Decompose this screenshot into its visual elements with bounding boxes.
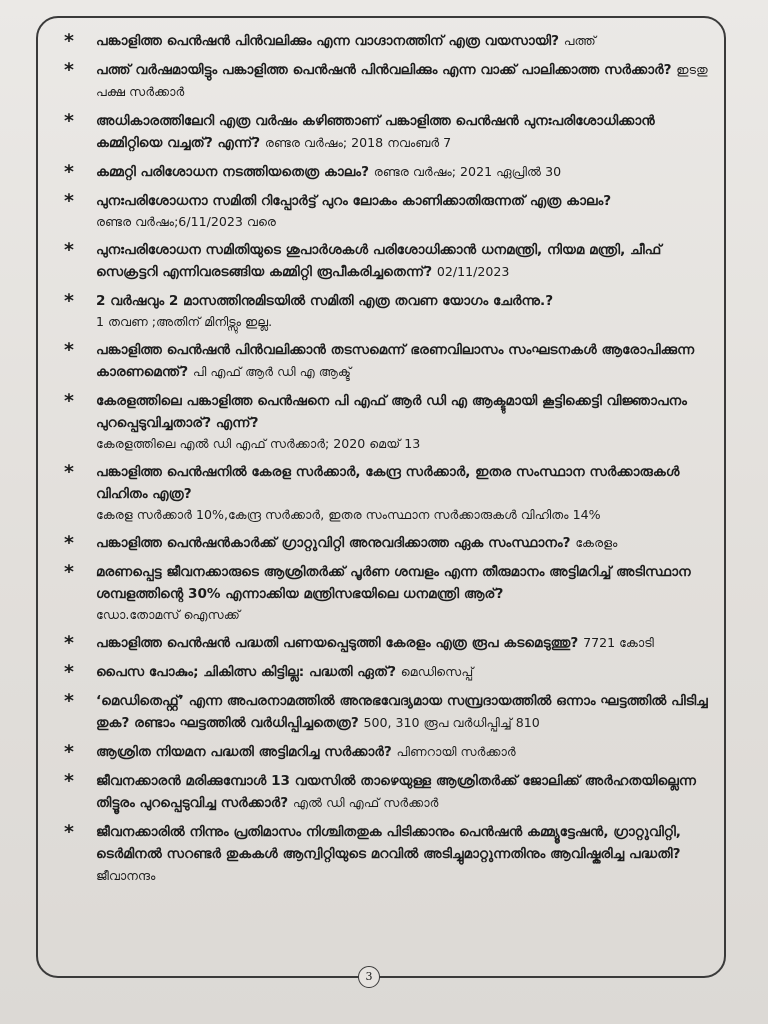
qa-item: [60, 661, 710, 683]
answer-text: 02/11/2023: [436, 264, 510, 279]
qa-list: [60, 30, 710, 887]
bullet-asterisk-icon: *: [64, 770, 74, 792]
qa-item: [60, 59, 710, 103]
qa-item: [60, 390, 710, 454]
answer-text: കേരളത്തിലെ എൽ ഡി എഫ് സർക്കാർ; 2020 മെയ് 13: [96, 436, 421, 451]
qa-item: [60, 239, 710, 283]
question-text: കേരളത്തിലെ പങ്കാളിത്ത പെൻഷനെ പി എഫ് ആർ ഡി എ ആക്ടുമായി കൂട്ടിക്കെട്ടി വിജ്ഞാപനം പുറപ്പെടുവിച്ചതാര്? എന്ന്?: [96, 393, 687, 431]
qa-item: [60, 690, 710, 734]
qa-item: [60, 821, 710, 887]
question-text: 2 വർഷവും 2 മാസത്തിനുമിടയിൽ സമിതി എത്ര തവണ യോഗം ചേർന്നു.?: [96, 293, 554, 309]
answer-text: എൽ ഡി എഫ് സർക്കാർ: [292, 795, 439, 810]
question-text: പങ്കാളിത്ത പെൻഷനിൽ കേരള സർക്കാർ, കേന്ദ്ര സർക്കാർ, ഇതര സംസ്ഥാന സർക്കാരുകൾ വിഹിതം എത്ര?: [96, 464, 680, 502]
answer-text: ജീവാനന്ദം: [96, 868, 156, 883]
question-text: മരണപ്പെട്ട ജീവനക്കാരുടെ ആശ്രിതർക്ക് പൂർണ ശമ്പളം എന്ന തീരുമാനം അട്ടിമറിച്ച് അടിസ്ഥാന ശമ്പളത്തിന്റെ 30% എന്നാക്കിയ മന്ത്രിസഭയിലെ ധനമന്ത്രി ആര്?: [96, 564, 691, 602]
question-text: പങ്കാളിത്ത പെൻഷൻ പിൻവലിക്കാൻ തടസമെന്ന് ഭരണവിലാസം സംഘടനകൾ ആരോപിക്കുന്ന കാരണമെന്ത്? പി എഫ് ആർ ഡി എ ആക്ട്: [96, 342, 695, 380]
answer-text: കേരള സർക്കാർ 10%,കേന്ദ്ര സർക്കാർ, ഇതര സംസ്ഥാന സർക്കാരുകൾ വിഹിതം 14%: [96, 507, 601, 522]
answer-text: 7721 കോടി: [583, 635, 654, 650]
answer-text: കേരളം: [575, 535, 618, 550]
bullet-asterisk-icon: *: [64, 661, 74, 683]
answer-text: ഇടതു പക്ഷ സർക്കാർ: [96, 62, 708, 99]
bullet-asterisk-icon: *: [64, 59, 74, 81]
bullet-asterisk-icon: *: [64, 110, 74, 132]
qa-item: [60, 770, 710, 814]
bullet-asterisk-icon: *: [64, 239, 74, 261]
answer-text: മെഡിസെപ്പ്: [400, 664, 474, 679]
bullet-asterisk-icon: *: [64, 161, 74, 183]
qa-item: [60, 632, 710, 654]
question-text: പത്ത് വർഷമായിട്ടും പങ്കാളിത്ത പെൻഷൻ പിൻവലിക്കും എന്ന വാക്ക് പാലിക്കാത്ത സർക്കാർ? ഇടതു പക്ഷ സർക്കാർ: [96, 62, 708, 99]
qa-item: [60, 110, 710, 154]
question-text: പുനഃപരിശോധനാ സമിതി റിപ്പോർട്ട് പുറം ലോകം കാണിക്കാതിരുന്നത് എത്ര കാലം?: [96, 193, 612, 209]
bullet-asterisk-icon: *: [64, 190, 74, 212]
answer-text: ഡോ.തോമസ് ഐസക്ക്: [96, 607, 240, 622]
question-text: പൈസ പോകും; ചികിത്സ കിട്ടില്ല: പദ്ധതി ഏത്? മെഡിസെപ്പ്: [96, 664, 474, 680]
answer-text: 500, 310 രൂപ വർധിപ്പിച്ച് 810: [363, 715, 540, 730]
qa-item: [60, 161, 710, 183]
question-text: ജീവനക്കാരിൽ നിന്നും പ്രതിമാസം നിശ്ചിതതുക പിടിക്കാനും പെൻഷൻ കമ്മ്യൂട്ടേഷൻ, ഗ്രാറ്റുവിറ്റി, ടെർമിനൽ സറണ്ടർ തുകകൾ ആന്വിറ്റിയുടെ മറവിൽ അടിച്ചുമാറ്റുന്നതിനും ആവിഷ്കരിച്ച പദ്ധതി? ജീവാനന്ദം: [96, 824, 681, 883]
answer-text: രണ്ടര വർഷം; 2021 ഏപ്രിൽ 30: [373, 164, 562, 179]
answer-text: രണ്ടര വർഷം;6/11/2023 വരെ: [96, 214, 276, 229]
answer-text: പിണറായി സർക്കാർ: [396, 744, 516, 759]
qa-item: [60, 30, 710, 52]
bullet-asterisk-icon: *: [64, 632, 74, 654]
qa-item: [60, 190, 710, 232]
bullet-asterisk-icon: *: [64, 561, 74, 583]
answer-text: 1 തവണ ;അതിന് മിനിട്സും ഇല്ല.: [96, 314, 273, 329]
question-text: പുനഃപരിശോധന സമിതിയുടെ ശുപാർശകൾ പരിശോധിക്കാൻ ധനമന്ത്രി, നിയമ മന്ത്രി, ചീഫ് സെക്രട്ടറി എന്നിവരടങ്ങിയ കമ്മിറ്റി രൂപീകരിച്ചതെന്ന്? 02/11/2023: [96, 242, 662, 280]
bullet-asterisk-icon: *: [64, 741, 74, 763]
qa-item: [60, 339, 710, 383]
question-text: ജീവനക്കാരൻ മരിക്കുമ്പോൾ 13 വയസിൽ താഴെയുള്ള ആശ്രിതർക്ക് ജോലിക്ക് അർഹതയില്ലെന്ന തിട്ടൂരം പുറപ്പെടുവിച്ച സർക്കാർ? എൽ ഡി എഫ് സർക്കാർ: [96, 773, 697, 811]
question-text: പങ്കാളിത്ത പെൻഷൻ പദ്ധതി പണയപ്പെടുത്തി കേരളം എത്ര രൂപ കടമെടുത്തു? 7721 കോടി: [96, 635, 654, 651]
bullet-asterisk-icon: *: [64, 30, 74, 52]
bullet-asterisk-icon: *: [64, 290, 74, 312]
bullet-asterisk-icon: *: [64, 532, 74, 554]
qa-item: [60, 290, 710, 332]
question-text: ആശ്രിത നിയമന പദ്ധതി അട്ടിമറിച്ച സർക്കാർ? പിണറായി സർക്കാർ: [96, 744, 516, 760]
bullet-asterisk-icon: *: [64, 690, 74, 712]
page-number: 3: [358, 966, 380, 988]
bullet-asterisk-icon: *: [64, 390, 74, 412]
question-text: അധികാരത്തിലേറി എത്ര വർഷം കഴിഞ്ഞാണ് പങ്കാളിത്ത പെൻഷൻ പുനഃപരിശോധിക്കാൻ കമ്മിറ്റിയെ വച്ചത്? എന്ന്? രണ്ടര വർഷം; 2018 നവംബർ 7: [96, 113, 655, 151]
qa-item: [60, 741, 710, 763]
qa-item: [60, 461, 710, 525]
answer-text: രണ്ടര വർഷം; 2018 നവംബർ 7: [264, 135, 452, 150]
answer-text: പത്ത്: [563, 33, 596, 48]
bullet-asterisk-icon: *: [64, 339, 74, 361]
question-text: പങ്കാളിത്ത പെൻഷൻകാർക്ക് ഗ്രാറ്റുവിറ്റി അനുവദിക്കാത്ത ഏക സംസ്ഥാനം? കേരളം: [96, 535, 618, 551]
qa-item: [60, 561, 710, 625]
qa-item: [60, 532, 710, 554]
bullet-asterisk-icon: *: [64, 461, 74, 483]
bullet-asterisk-icon: *: [64, 821, 74, 843]
question-text: ‘മെഡിതെഫ്റ്റ്’ എന്ന അപരനാമത്തിൽ അനുഭവേദ്യമായ സമ്പ്രദായത്തിൽ ഒന്നാം ഘട്ടത്തിൽ പിടിച്ച തുക? രണ്ടാം ഘട്ടത്തിൽ വർധിപ്പിച്ചതെത്ര? 500, 310 രൂപ വർധിപ്പിച്ച് 810: [96, 693, 708, 731]
answer-text: പി എഫ് ആർ ഡി എ ആക്ട്: [192, 364, 352, 379]
question-text: കമ്മറ്റി പരിശോധന നടത്തിയതെത്ര കാലം? രണ്ടര വർഷം; 2021 ഏപ്രിൽ 30: [96, 164, 562, 180]
question-text: പങ്കാളിത്ത പെൻഷൻ പിൻവലിക്കും എന്ന വാഗ്ദാനത്തിന് എത്ര വയസായി? പത്ത്: [96, 33, 596, 49]
